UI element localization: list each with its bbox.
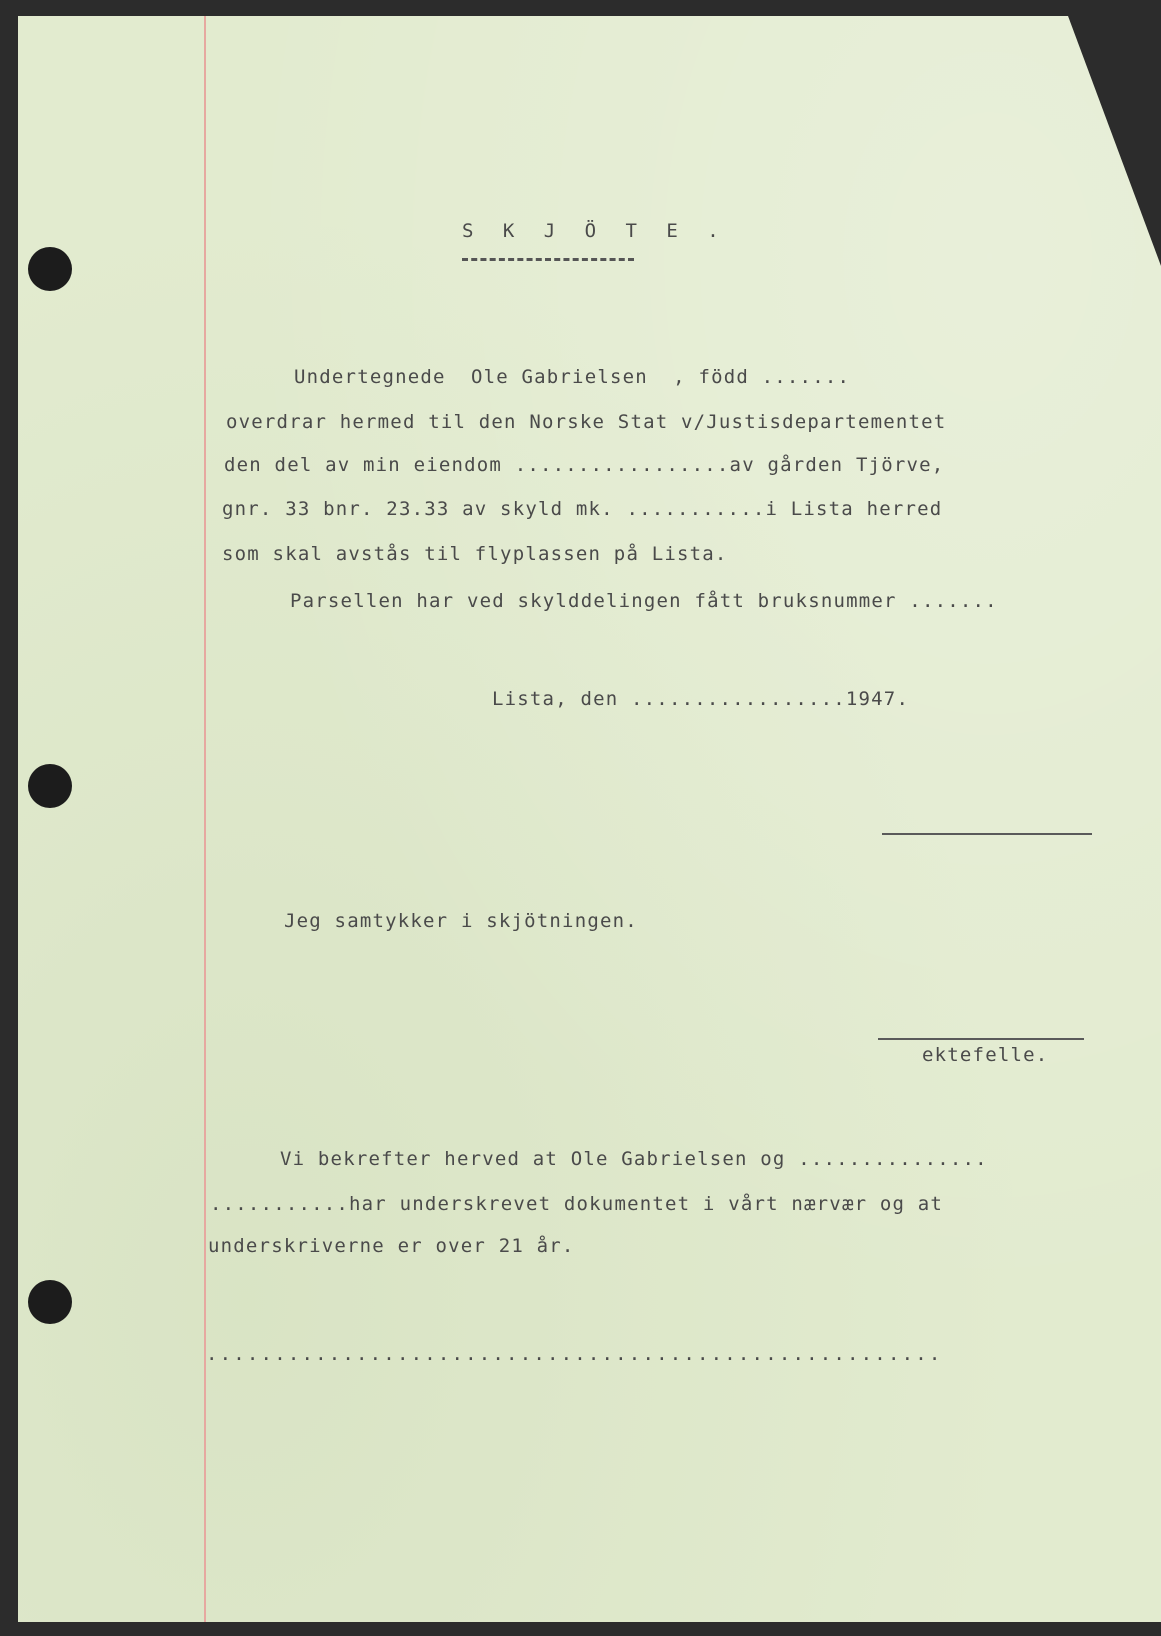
document-title: S K J Ö T E .	[462, 220, 728, 242]
punch-hole-middle	[28, 764, 72, 808]
signature-line-spouse	[878, 1038, 1084, 1040]
consent-line: Jeg samtykker i skjötningen.	[284, 910, 638, 932]
body-line-4: som skal avstås til flyplassen på Lista.	[222, 543, 728, 565]
body-line-3: gnr. 33 bnr. 23.33 av skyld mk. ...........i Lista herred	[222, 498, 943, 520]
parcel-line: Parsellen har ved skylddelingen fått bruksnummer .......	[290, 590, 998, 612]
title-underline	[462, 258, 634, 261]
confirm-line-1: Vi bekrefter herved at Ole Gabrielsen og ...............	[280, 1148, 988, 1170]
body-line-1: overdrar hermed til den Norske Stat v/Justisdepartementet	[226, 411, 947, 433]
paper-sheet	[18, 16, 1161, 1622]
punch-hole-bottom	[28, 1280, 72, 1324]
confirm-line-2: ...........har underskrevet dokumentet i vårt nærvær og at	[210, 1193, 944, 1215]
body-line-2: den del av min eiendom .................av gården Tjörve,	[224, 454, 945, 476]
punch-hole-top	[28, 247, 72, 291]
spouse-label: ektefelle.	[922, 1044, 1049, 1066]
signature-line-owner	[882, 833, 1092, 835]
confirm-line-3: underskriverne er over 21 år.	[208, 1235, 575, 1257]
date-line: Lista, den .................1947.	[492, 688, 910, 710]
witness-signature-line: ......................................................	[206, 1343, 943, 1365]
red-margin-line	[204, 16, 206, 1622]
intro-line: Undertegnede Ole Gabrielsen , född .......	[294, 366, 851, 388]
